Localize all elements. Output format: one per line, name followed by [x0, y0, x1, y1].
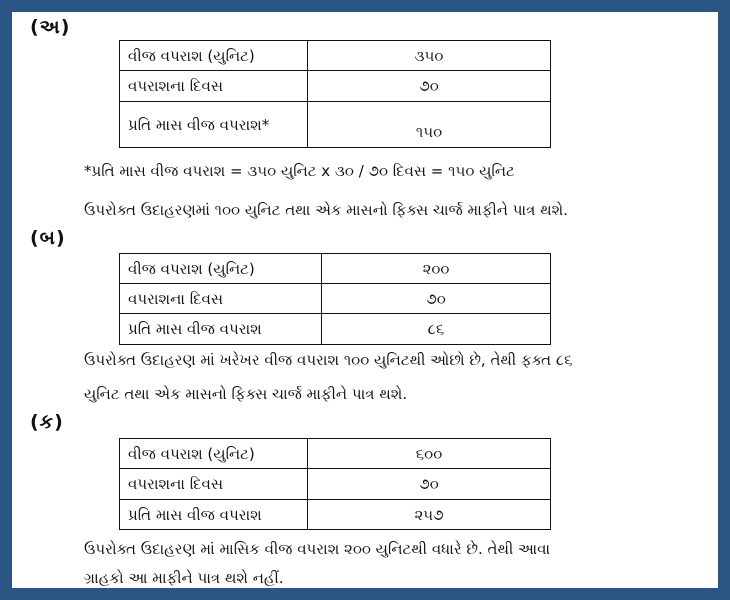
row-value: ૨૫૭: [308, 500, 551, 530]
section-a-note-line-1: ઉપરોક્ત ઉદાહરણમાં ૧૦૦ યુનિટ તથા એક માસનો ફિક્સ ચાર્જ માફીને પાત્ર થશે.: [84, 201, 568, 219]
table-row: [120, 500, 551, 530]
table-row: [120, 469, 551, 500]
table-row: [120, 284, 551, 314]
section-a-label: (અ): [30, 16, 71, 38]
row-value: ૧૫૦: [308, 102, 551, 148]
section-a-table: [119, 40, 551, 148]
table-row: [120, 254, 551, 284]
row-value: ૨૦૦: [322, 254, 551, 284]
section-b-note-line-2: યુનિટ તથા એક માસનો ફિક્સ ચાર્જ માફીને પાત્ર થશે.: [84, 385, 408, 403]
table-row: [120, 102, 551, 148]
section-b-note-line-1: ઉપરોક્ત ઉદાહરણ માં ખરેખર વીજ વપરાશ ૧૦૦ યુનિટથી ઓછો છે, તેથી ફક્ત ૮૬: [84, 351, 573, 369]
table-row: [120, 439, 551, 469]
row-value: ૮૬: [322, 314, 551, 345]
section-c-label: (ક): [30, 411, 64, 433]
row-value: ૬૦૦: [308, 439, 551, 469]
row-label: વપરાશના દિવસ: [120, 71, 308, 102]
row-value: ૭૦: [322, 284, 551, 314]
section-c-table: [119, 438, 551, 530]
section-b-table: [119, 253, 551, 345]
section-a-formula: *પ્રતિ માસ વીજ વપરાશ = ૩૫૦ યુનિટ x ૩૦ / ૭૦ દિવસ = ૧૫૦ યુનિટ: [84, 162, 515, 180]
row-label: પ્રતિ માસ વીજ વપરાશ: [120, 500, 308, 530]
row-label: પ્રતિ માસ વીજ વપરાશ*: [120, 102, 308, 148]
section-c-note-line-2: ગ્રાહકો આ માફીને પાત્ર થશે નહીં.: [84, 569, 284, 587]
row-label: વપરાશના દિવસ: [120, 469, 308, 500]
row-label: વીજ વપરાશ (યુનિટ): [120, 254, 322, 284]
row-label: વીજ વપરાશ (યુનિટ): [120, 439, 308, 469]
document-page: [12, 12, 718, 588]
row-label: વીજ વપરાશ (યુનિટ): [120, 41, 308, 71]
table-row: [120, 71, 551, 102]
section-c-note-line-1: ઉપરોક્ત ઉદાહરણ માં માસિક વીજ વપરાશ ૨૦૦ યુનિટથી વધારે છે. તેથી આવા: [84, 540, 551, 558]
table-row: [120, 314, 551, 345]
section-b-label: (બ): [30, 227, 66, 249]
row-label: વપરાશના દિવસ: [120, 284, 322, 314]
table-row: [120, 41, 551, 71]
row-value: ૭૦: [308, 469, 551, 500]
row-value: ૩૫૦: [308, 41, 551, 71]
row-label: પ્રતિ માસ વીજ વપરાશ: [120, 314, 322, 345]
row-value: ૭૦: [308, 71, 551, 102]
